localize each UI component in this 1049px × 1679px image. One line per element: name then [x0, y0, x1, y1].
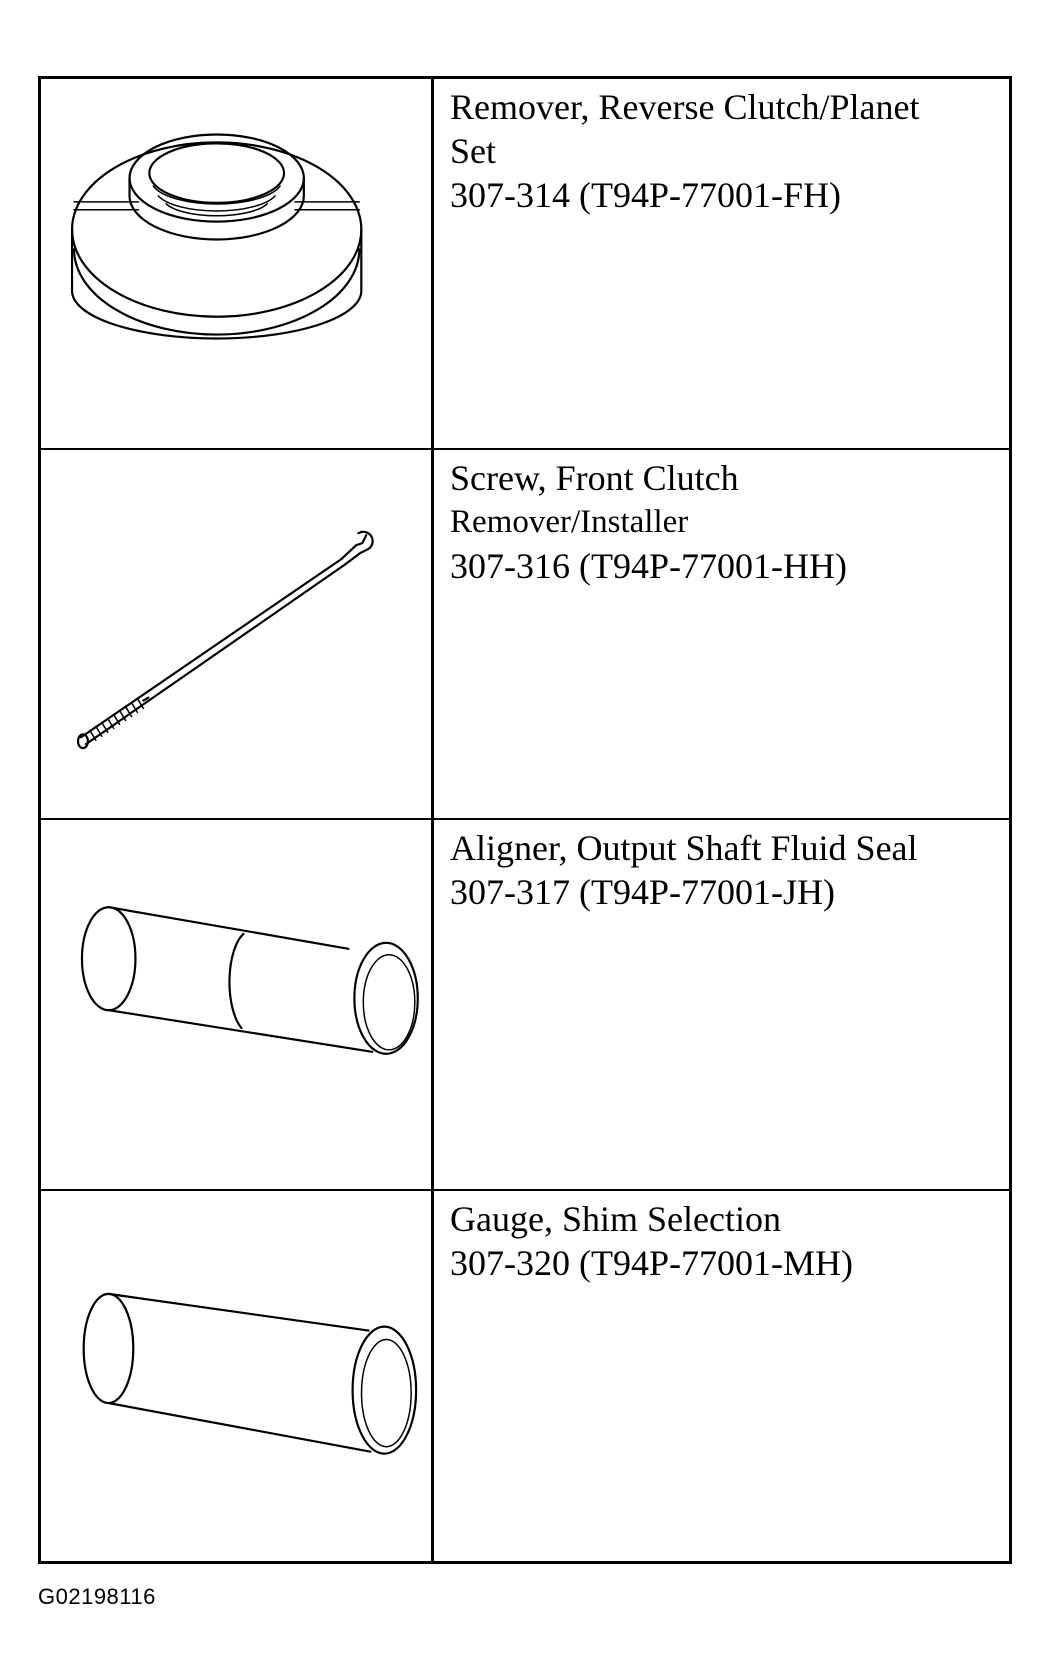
- tool-description-cell: [434, 79, 1009, 450]
- tool-illustration-cell: [41, 1191, 434, 1562]
- tool-illustration-cell: [41, 450, 434, 821]
- stepped-cylinder-icon: [41, 820, 431, 1189]
- tool-description-cell: [434, 450, 1009, 821]
- tool-part-number: 307-320 (T94P-77001-MH): [450, 1242, 853, 1283]
- tool-name: Aligner, Output Shaft Fluid Seal: [450, 828, 918, 868]
- tool-name: Remover, Reverse Clutch/Planet: [450, 87, 920, 127]
- tool-name: Remover/Installer: [450, 503, 689, 540]
- ring-remover-icon: [41, 79, 431, 448]
- tool-name: Screw, Front Clutch: [450, 457, 739, 498]
- tool-description-cell: [434, 1191, 1009, 1562]
- tool-part-number: 307-316 (T94P-77001-HH): [450, 545, 847, 586]
- tool-description-cell: [434, 820, 1009, 1191]
- threaded-rod-icon: [41, 450, 431, 819]
- tool-part-number: 307-314 (T94P-77001-FH): [450, 175, 841, 215]
- tool-name: Set: [450, 131, 497, 171]
- tool-name: Gauge, Shim Selection: [450, 1198, 781, 1239]
- tool-part-number: 307-317 (T94P-77001-JH): [450, 872, 835, 912]
- tool-illustration-cell: [41, 820, 434, 1191]
- tool-illustration-cell: [41, 79, 434, 450]
- special-tools-table: [38, 76, 1012, 1564]
- tube-icon: [41, 1191, 431, 1562]
- figure-id: G02198116: [38, 1584, 156, 1609]
